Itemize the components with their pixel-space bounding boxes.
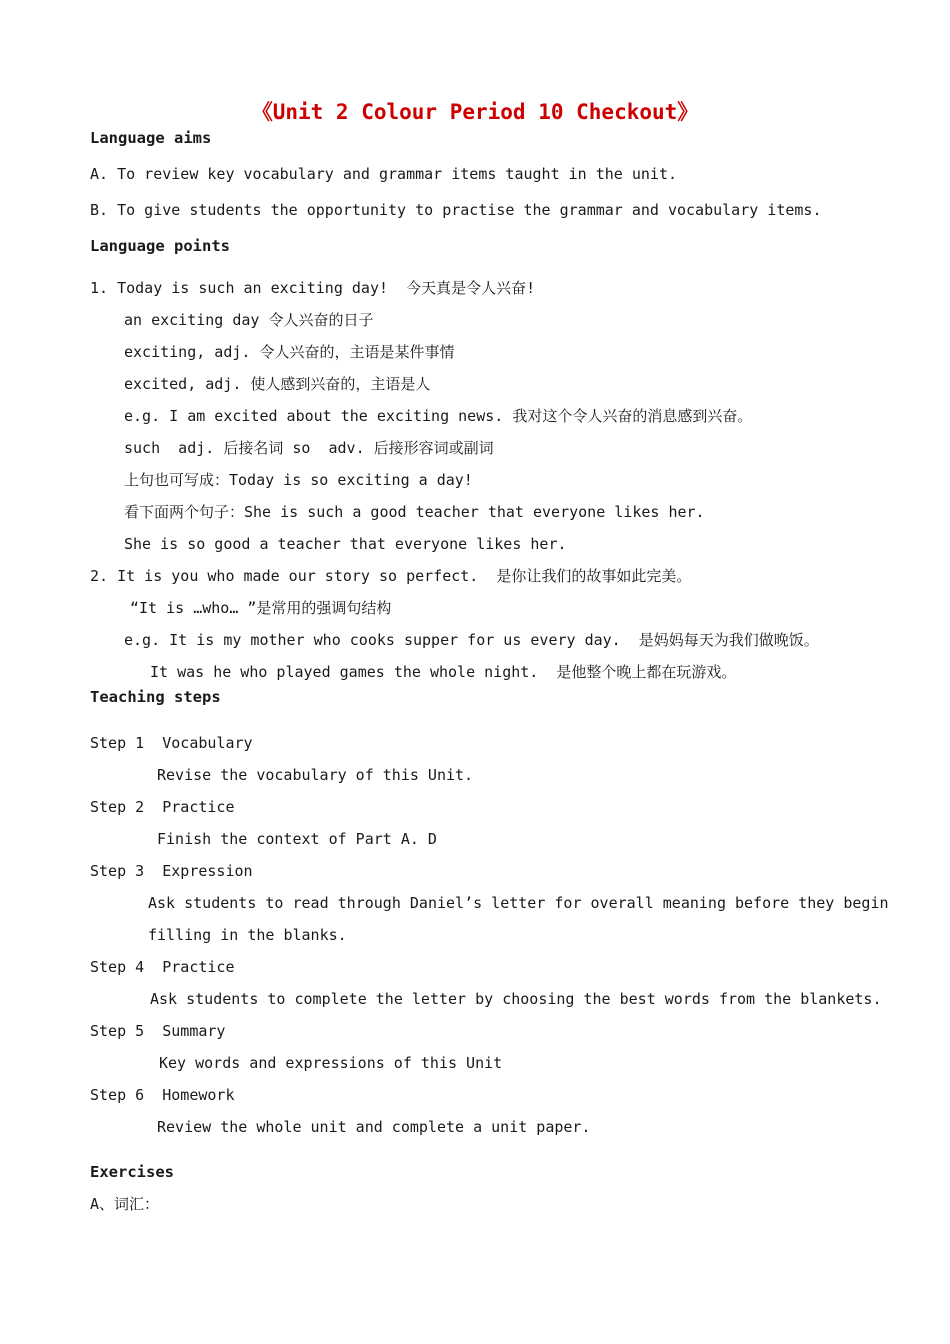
teaching-steps-heading: Teaching steps xyxy=(90,688,221,706)
language-aim-item: A. To review key vocabulary and grammar items taught in the unit. xyxy=(90,165,677,183)
language-points-heading: Language points xyxy=(90,237,230,255)
language-aims-heading: Language aims xyxy=(90,129,212,147)
language-point-line: e.g. It is my mother who cooks supper for us every day. 是妈妈每天为我们做晚饭。 xyxy=(124,631,819,649)
step-title: Step 5 Summary xyxy=(90,1022,226,1040)
language-point-line: 1. Today is such an exciting day! 今天真是令人兴奋! xyxy=(90,279,536,297)
step-description: Ask students to complete the letter by choosing the best words from the blankets. xyxy=(150,990,882,1008)
language-point-line: 看下面两个句子：She is such a good teacher that everyone likes her. xyxy=(124,503,705,521)
language-point-line: “It is …who… ”是常用的强调句结构 xyxy=(130,599,392,617)
language-point-line: 上句也可写成：Today is so exciting a day! xyxy=(124,471,473,489)
step-title: Step 3 Expression xyxy=(90,862,253,880)
step-title: Step 4 Practice xyxy=(90,958,235,976)
language-aim-item: B. To give students the opportunity to practise the grammar and vocabulary items. xyxy=(90,201,822,219)
language-point-line: It was he who played games the whole night. 是他整个晚上都在玩游戏。 xyxy=(150,663,737,681)
document-title: 《Unit 2 Colour Period 10 Checkout》 xyxy=(251,100,699,124)
step-description: filling in the blanks. xyxy=(148,926,347,944)
step-title: Step 1 Vocabulary xyxy=(90,734,253,752)
step-description: Key words and expressions of this Unit xyxy=(159,1054,503,1072)
step-description: Ask students to read through Daniel’s letter for overall meaning before they begin xyxy=(148,894,889,912)
language-point-line: excited, adj. 使人感到兴奋的，主语是人 xyxy=(124,375,431,393)
exercise-line: A、词汇： xyxy=(90,1195,160,1213)
language-point-line: exciting, adj. 令人兴奋的，主语是某件事情 xyxy=(124,343,455,361)
step-title: Step 6 Homework xyxy=(90,1086,235,1104)
language-point-line: She is so good a teacher that everyone likes her. xyxy=(124,535,567,553)
language-point-line: such adj. 后接名词 so adv. 后接形容词或副词 xyxy=(124,439,494,457)
step-description: Review the whole unit and complete a unit paper. xyxy=(157,1118,591,1136)
exercises-heading: Exercises xyxy=(90,1163,174,1181)
step-description: Finish the context of Part A. D xyxy=(157,830,437,848)
language-point-line: e.g. I am excited about the exciting news. 我对这个令人兴奋的消息感到兴奋。 xyxy=(124,407,753,425)
step-title: Step 2 Practice xyxy=(90,798,235,816)
language-point-line: 2. It is you who made our story so perfect. 是你让我们的故事如此完美。 xyxy=(90,567,692,585)
language-point-line: an exciting day 令人兴奋的日子 xyxy=(124,311,374,329)
step-description: Revise the vocabulary of this Unit. xyxy=(157,766,474,784)
